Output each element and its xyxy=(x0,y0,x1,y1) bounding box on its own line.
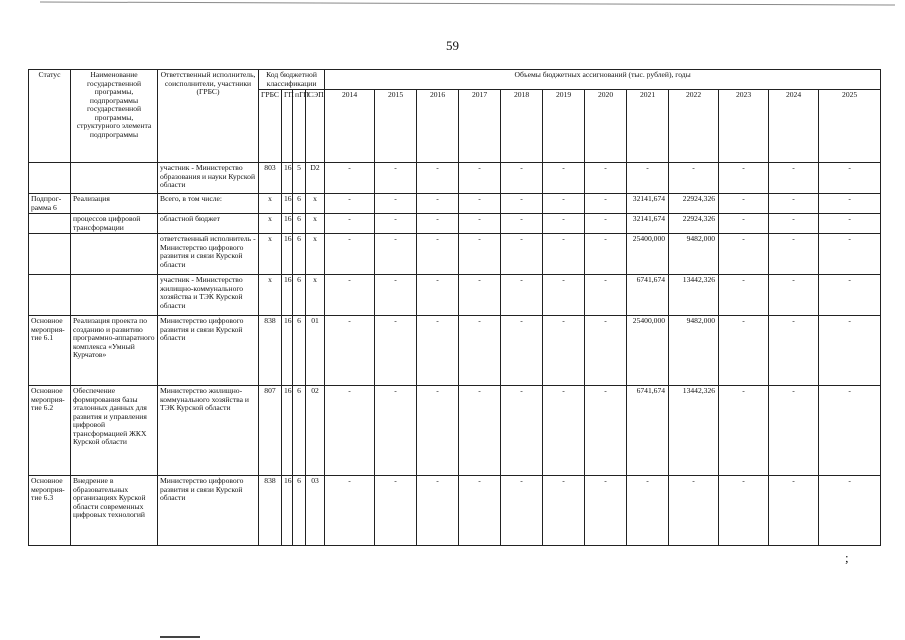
cell-value: - xyxy=(459,316,501,386)
cell-value: - xyxy=(543,316,585,386)
header-year: 2017 xyxy=(459,90,501,163)
cell-code: 838 xyxy=(259,476,282,546)
cell-value: - xyxy=(501,386,543,476)
cell-value: - xyxy=(819,214,881,234)
cell-code: 6 xyxy=(293,386,306,476)
header-year: 2025 xyxy=(819,90,881,163)
table-body xyxy=(29,163,881,546)
cell-code: x xyxy=(259,275,282,316)
cell-status: Основное мероприя-тие 6.2 xyxy=(29,386,71,476)
cell-code: 03 xyxy=(306,476,325,546)
cell-value: - xyxy=(375,194,417,214)
cell-value: - xyxy=(819,163,881,194)
cell-value: - xyxy=(769,214,819,234)
header-year: 2019 xyxy=(543,90,585,163)
cell-value: - xyxy=(459,163,501,194)
cell-value: - xyxy=(719,386,769,476)
cell-value: - xyxy=(325,214,375,234)
cell-value: - xyxy=(375,275,417,316)
cell-value: - xyxy=(819,275,881,316)
cell-value: - xyxy=(501,476,543,546)
cell-value: - xyxy=(669,476,719,546)
header-code-col: ГП xyxy=(282,90,293,163)
cell-value: - xyxy=(543,163,585,194)
cell-code: x xyxy=(306,234,325,275)
cell-code: 01 xyxy=(306,316,325,386)
cell-value: 6741,674 xyxy=(627,275,669,316)
cell-code: 5 xyxy=(293,163,306,194)
cell-value: - xyxy=(543,194,585,214)
cell-value: - xyxy=(543,476,585,546)
cell-value: - xyxy=(769,275,819,316)
cell-code: x xyxy=(259,194,282,214)
cell-code: 02 xyxy=(306,386,325,476)
cell-value: - xyxy=(719,316,769,386)
cell-value: - xyxy=(769,316,819,386)
cell-value: - xyxy=(543,275,585,316)
scan-top-edge xyxy=(40,2,895,6)
cell-code: 803 xyxy=(259,163,282,194)
cell-name xyxy=(71,275,158,316)
header-code-group: Код бюджетной классификации xyxy=(259,70,325,90)
cell-code: 16 xyxy=(282,316,293,386)
cell-name xyxy=(71,163,158,194)
cell-value: - xyxy=(325,476,375,546)
table-row xyxy=(29,476,881,546)
cell-value: - xyxy=(459,275,501,316)
cell-value: - xyxy=(501,214,543,234)
cell-value: - xyxy=(769,234,819,275)
cell-value: - xyxy=(769,386,819,476)
cell-value: 6741,674 xyxy=(627,386,669,476)
cell-value: - xyxy=(819,316,881,386)
cell-value: - xyxy=(459,194,501,214)
cell-value: - xyxy=(417,234,459,275)
cell-value: - xyxy=(325,194,375,214)
cell-status: Основное мероприя-тие 6.3 xyxy=(29,476,71,546)
cell-value: 22924,326 xyxy=(669,194,719,214)
cell-value: 13442,326 xyxy=(669,275,719,316)
header-year: 2024 xyxy=(769,90,819,163)
cell-value: - xyxy=(501,194,543,214)
cell-responsible: Всего, в том числе: xyxy=(158,194,259,214)
page-number: 59 xyxy=(446,38,459,53)
cell-value: - xyxy=(585,163,627,194)
cell-value: - xyxy=(459,214,501,234)
cell-value: - xyxy=(417,275,459,316)
header-name: Наименование государственной программы, подпрограммы государственной программы, структурного элемента подпрограммы xyxy=(71,70,158,163)
cell-value: - xyxy=(819,234,881,275)
cell-status xyxy=(29,163,71,194)
cell-code: 16 xyxy=(282,476,293,546)
cell-value: - xyxy=(325,163,375,194)
table-row xyxy=(29,194,881,214)
cell-code: 838 xyxy=(259,316,282,386)
cell-status: Подпрог-рамма 6 xyxy=(29,194,71,214)
scan-bottom-mark xyxy=(160,636,200,638)
cell-name xyxy=(71,234,158,275)
cell-value: - xyxy=(543,214,585,234)
cell-value: - xyxy=(417,386,459,476)
cell-value: - xyxy=(627,476,669,546)
cell-value: - xyxy=(819,476,881,546)
cell-value: - xyxy=(501,275,543,316)
cell-value: - xyxy=(375,214,417,234)
header-volumes: Объемы бюджетных ассигнований (тыс. рублей), годы xyxy=(325,70,881,90)
cell-code: 6 xyxy=(293,275,306,316)
cell-code: 807 xyxy=(259,386,282,476)
cell-value: - xyxy=(585,194,627,214)
header-year: 2022 xyxy=(669,90,719,163)
header-year: 2018 xyxy=(501,90,543,163)
cell-value: - xyxy=(719,234,769,275)
cell-value: - xyxy=(375,476,417,546)
table-row xyxy=(29,234,881,275)
table-row xyxy=(29,386,881,476)
cell-value: - xyxy=(543,386,585,476)
cell-value: - xyxy=(325,234,375,275)
cell-value: - xyxy=(417,476,459,546)
cell-name: Реализация xyxy=(71,194,158,214)
cell-name: Внедрение в образовательных организациях Курской области современных цифровых технологий xyxy=(71,476,158,546)
cell-code: 6 xyxy=(293,476,306,546)
cell-value: 9482,000 xyxy=(669,234,719,275)
table-row xyxy=(29,316,881,386)
cell-code: 6 xyxy=(293,316,306,386)
cell-code: x xyxy=(306,194,325,214)
header-year: 2014 xyxy=(325,90,375,163)
cell-responsible: Министерство цифрового развития и связи Курской области xyxy=(158,316,259,386)
cell-value: - xyxy=(375,386,417,476)
table-row xyxy=(29,214,881,234)
cell-code: 6 xyxy=(293,194,306,214)
budget-table xyxy=(28,69,881,546)
cell-value: 25400,000 xyxy=(627,316,669,386)
cell-value: - xyxy=(719,214,769,234)
cell-code: 16 xyxy=(282,214,293,234)
cell-value: - xyxy=(375,316,417,386)
footer-mark: ; xyxy=(845,550,849,565)
cell-value: - xyxy=(325,275,375,316)
cell-value: - xyxy=(585,316,627,386)
cell-value: 22924,326 xyxy=(669,214,719,234)
cell-code: 16 xyxy=(282,386,293,476)
cell-responsible: Министерство цифрового развития и связи Курской области xyxy=(158,476,259,546)
cell-value: - xyxy=(719,275,769,316)
cell-value: - xyxy=(669,163,719,194)
cell-value: - xyxy=(769,163,819,194)
cell-value: - xyxy=(719,194,769,214)
cell-responsible: Министерство жилищно-коммунального хозяйства и ТЭК Курской области xyxy=(158,386,259,476)
header-year: 2023 xyxy=(719,90,769,163)
cell-value: 25400,000 xyxy=(627,234,669,275)
cell-value: - xyxy=(819,194,881,214)
cell-value: - xyxy=(459,476,501,546)
cell-status xyxy=(29,214,71,234)
header-status: Статус xyxy=(29,70,71,163)
cell-code: x xyxy=(306,214,325,234)
cell-value: - xyxy=(585,234,627,275)
cell-value: 13442,326 xyxy=(669,386,719,476)
cell-value: - xyxy=(627,163,669,194)
cell-value: - xyxy=(417,163,459,194)
cell-value: - xyxy=(585,275,627,316)
cell-name: Реализация проекта по созданию и развитию программно-аппаратного комплекса «Умный Курчатов» xyxy=(71,316,158,386)
cell-code: x xyxy=(259,234,282,275)
cell-value: - xyxy=(459,234,501,275)
cell-value: 32141,674 xyxy=(627,194,669,214)
cell-value: - xyxy=(719,163,769,194)
cell-value: 9482,000 xyxy=(669,316,719,386)
cell-value: - xyxy=(769,194,819,214)
table-row xyxy=(29,275,881,316)
cell-responsible: участник - Министерство образования и науки Курской области xyxy=(158,163,259,194)
cell-value: - xyxy=(325,316,375,386)
cell-value: - xyxy=(585,386,627,476)
header-code-col: СЭП xyxy=(306,90,325,163)
cell-responsible: участник - Министерство жилищно-коммунального хозяйства и ТЭК Курской области xyxy=(158,275,259,316)
cell-value: - xyxy=(417,214,459,234)
cell-value: - xyxy=(417,316,459,386)
cell-value: - xyxy=(585,214,627,234)
header-code-col: ГРБС xyxy=(259,90,282,163)
table-row xyxy=(29,163,881,194)
header-year: 2021 xyxy=(627,90,669,163)
cell-code: D2 xyxy=(306,163,325,194)
cell-value: - xyxy=(375,234,417,275)
cell-responsible: ответственный исполнитель - Министерство цифрового развития и связи Курской области xyxy=(158,234,259,275)
header-year: 2020 xyxy=(585,90,627,163)
cell-code: 16 xyxy=(282,163,293,194)
cell-code: 6 xyxy=(293,214,306,234)
cell-value: - xyxy=(769,476,819,546)
cell-code: x xyxy=(259,214,282,234)
cell-value: - xyxy=(719,476,769,546)
header-year: 2015 xyxy=(375,90,417,163)
cell-value: - xyxy=(585,476,627,546)
header-year: 2016 xyxy=(417,90,459,163)
cell-value: - xyxy=(459,386,501,476)
cell-name: Обеспечение формирования базы эталонных данных для развития и управления цифровой трансформацией ЖКХ Курской области xyxy=(71,386,158,476)
cell-value: - xyxy=(325,386,375,476)
cell-code: 6 xyxy=(293,234,306,275)
cell-value: 32141,674 xyxy=(627,214,669,234)
cell-value: - xyxy=(417,194,459,214)
header-code-col: пГП xyxy=(293,90,306,163)
cell-value: - xyxy=(501,234,543,275)
cell-code: x xyxy=(306,275,325,316)
cell-value: - xyxy=(501,163,543,194)
cell-responsible: областной бюджет xyxy=(158,214,259,234)
cell-value: - xyxy=(375,163,417,194)
cell-status xyxy=(29,275,71,316)
cell-code: 16 xyxy=(282,234,293,275)
cell-code: 16 xyxy=(282,275,293,316)
cell-status xyxy=(29,234,71,275)
cell-value: - xyxy=(501,316,543,386)
cell-code: 16 xyxy=(282,194,293,214)
cell-name: процессов цифровой трансформации xyxy=(71,214,158,234)
cell-status: Основное мероприя-тие 6.1 xyxy=(29,316,71,386)
cell-value: - xyxy=(543,234,585,275)
cell-value: - xyxy=(819,386,881,476)
header-responsible: Ответственный исполнитель, соисполнители, участники (ГРБС) xyxy=(158,70,259,163)
